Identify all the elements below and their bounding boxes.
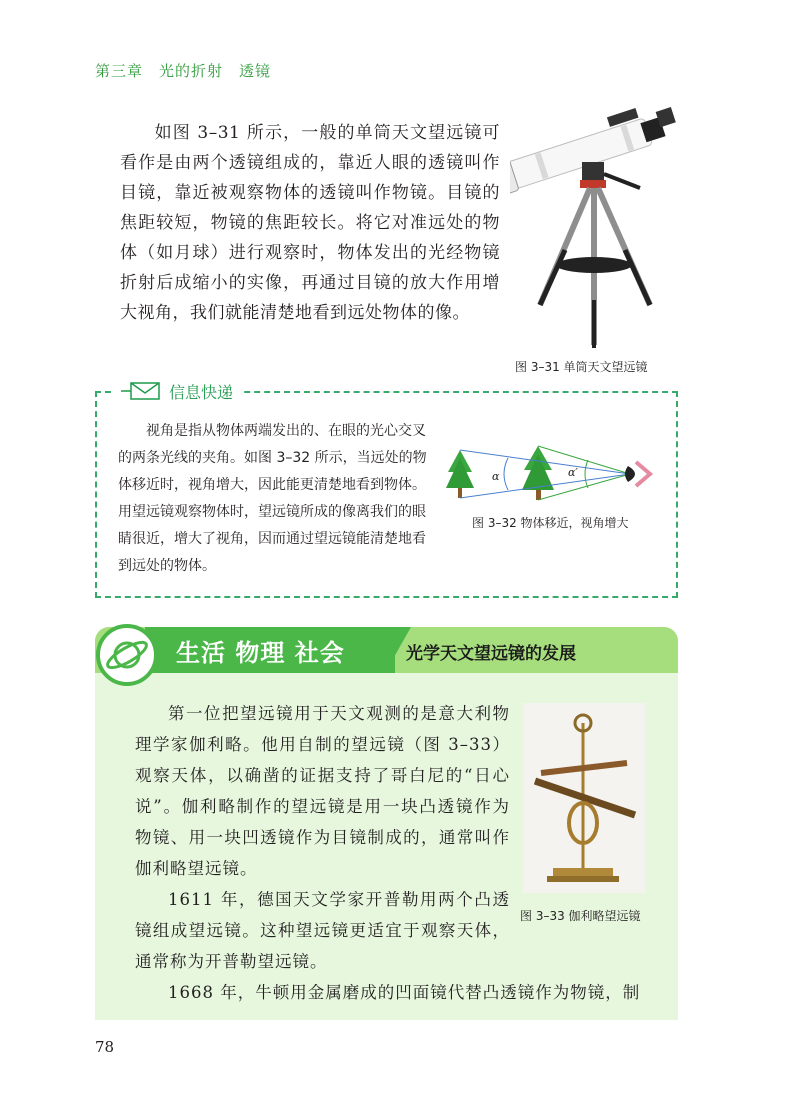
galileo-telescope-image [523,703,645,893]
page-number: 78 [95,1038,115,1056]
figure-33-caption: 图 3–33 伽利略望远镜 [520,909,641,923]
sts-subtitle: 光学天文望远镜的发展 [406,644,576,664]
info-box-title [115,377,243,405]
intro-paragraph [120,118,500,328]
label-alpha: α [492,470,500,483]
info-title-text: 信息快递 [169,382,234,402]
sts-paragraph-1: 第一位把望远镜用于天文观测的是意大利物理学家伽利略。他用自制的望远镜（图 3–33）观察天体，以确凿的证据支持了哥白尼的“日心说”。伽利略制作的望远镜是用一块凸透镜作为物镜、用一块凹透镜作为目镜制成的，通常叫作伽利略望远镜。 [135,704,510,878]
figure-31-caption: 图 3–31 单筒天文望远镜 [515,360,648,374]
figure-32-caption: 图 3–32 物体移近，视角增大 [472,516,629,530]
info-text [118,418,438,580]
visual-angle-diagram [440,440,660,506]
chapter-header: 第三章 光的折射 透镜 [95,62,272,80]
sts-paragraph-3: 1668 年，牛顿用金属磨成的凹面镜代替凸透镜作为物镜，制 [168,983,641,1002]
label-alpha-prime: α′ [568,466,578,479]
envelope-icon [121,380,165,402]
sts-paragraph-2: 1611 年，德国天文学家开普勒用两个凸透镜组成望远镜。这种望远镜更适宜于观察天体，通常称为开普勒望远镜。 [135,890,510,971]
planet-icon [96,624,158,686]
intro-text: 如图 3–31 所示，一般的单筒天文望远镜可看作是由两个透镜组成的，靠近人眼的透镜叫作目镜，靠近被观察物体的透镜叫作物镜。目镜的焦距较短，物镜的焦距较长。将它对准远处的物体（如月球）进行观察时，物体发出的光经物镜折射后成缩小的实像，再通过目镜的放大作用增大视角，我们就能清楚地看到远处物体的像。 [120,123,500,323]
refractor-telescope-image [510,100,700,355]
sts-title: 生活 物理 社会 [176,639,345,667]
info-paragraph: 视角是指从物体两端发出的、在眼的光心交叉的两条光线的夹角。如图 3–32 所示，当远处的物体移近时，视角增大，因此能更清楚地看到物体。用望远镜观察物体时，望远镜所成的像离我们的眼睛很近，增大了视角，因而通过望远镜能清楚地看到远处的物体。 [118,423,427,574]
